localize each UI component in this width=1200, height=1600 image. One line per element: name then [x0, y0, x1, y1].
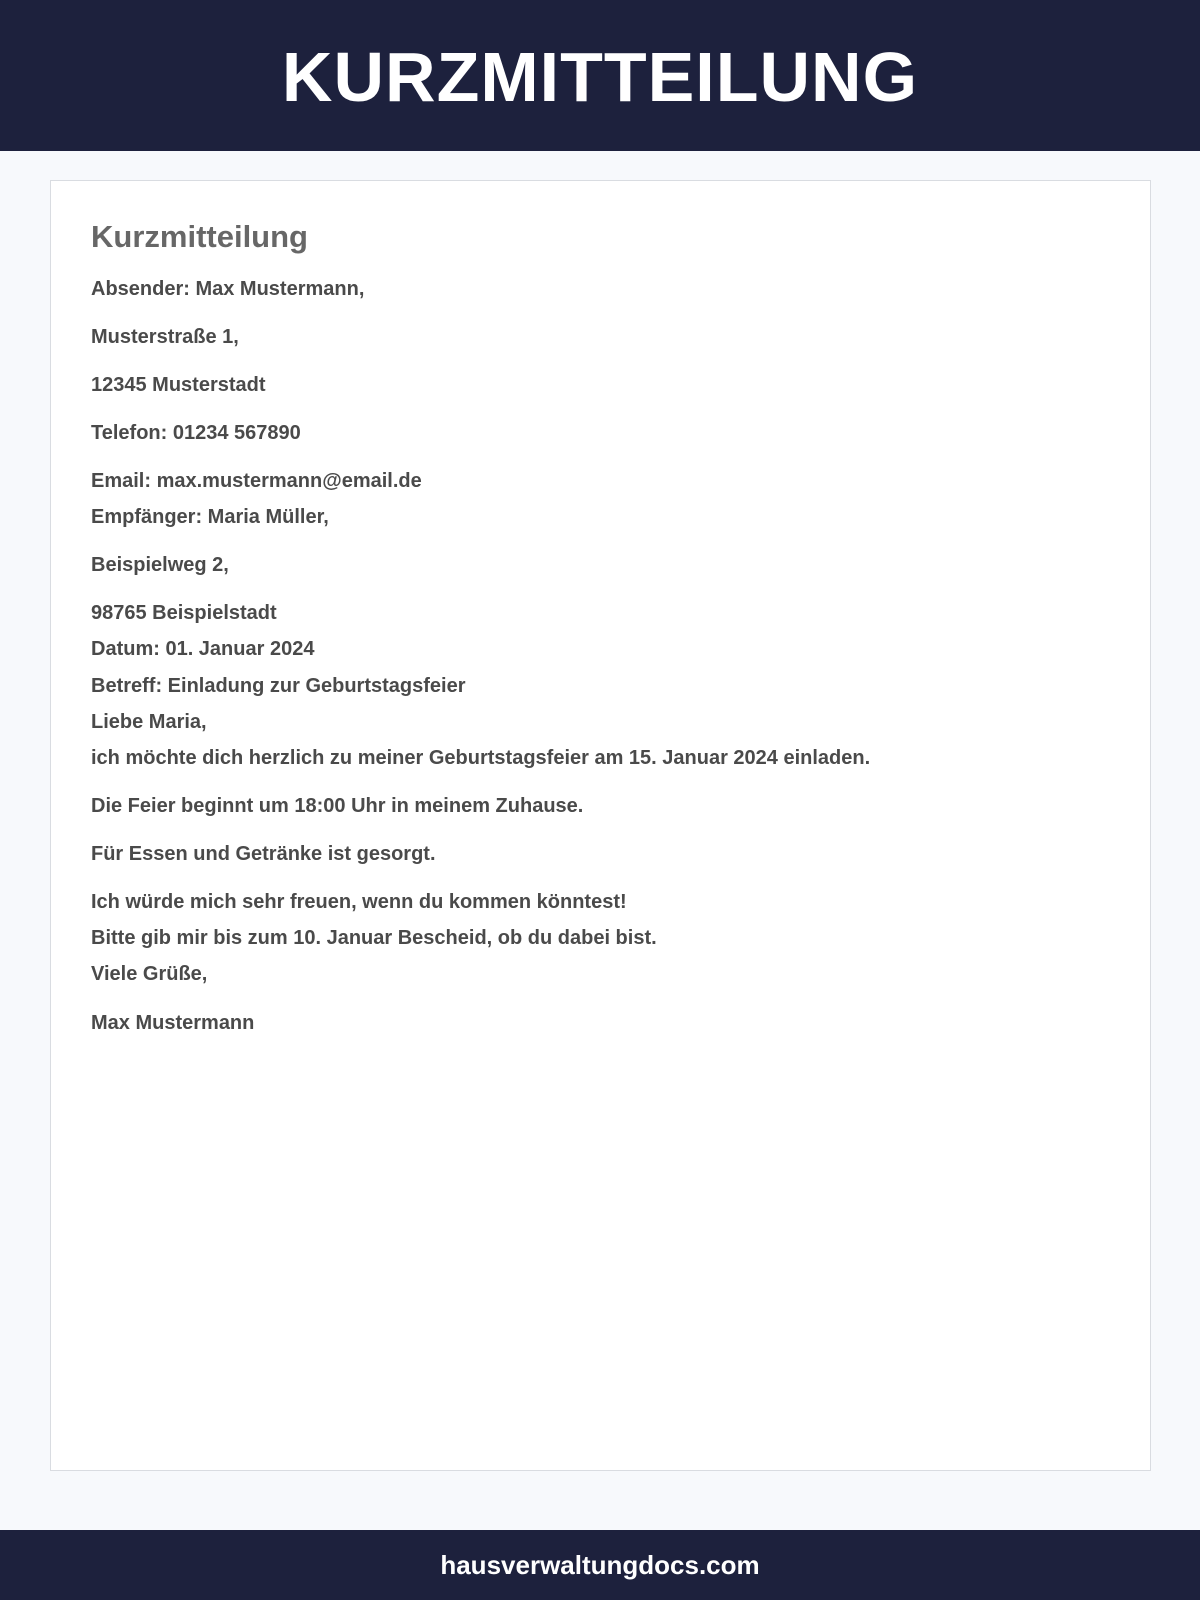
body-line-rsvp: Bitte gib mir bis zum 10. Januar Bescheid, ob du dabei bist.	[91, 927, 657, 949]
subject-line: Betreff: Einladung zur Geburtstagsfeier	[91, 675, 466, 697]
closing-line: Viele Grüße,	[91, 963, 208, 985]
body-line-invitation: ich möchte dich herzlich zu meiner Geburtstagsfeier am 15. Januar 2024 einladen.	[91, 747, 871, 769]
body-line-time: Die Feier beginnt um 18:00 Uhr in meinem Zuhause.	[91, 795, 584, 817]
recipient-name-line: Empfänger: Maria Müller,	[91, 506, 329, 528]
salutation-line: Liebe Maria,	[91, 711, 207, 733]
sender-email-line: Email: max.mustermann@email.de	[91, 470, 422, 492]
sender-phone-line: Telefon: 01234 567890	[91, 422, 301, 444]
body-line-hope: Ich würde mich sehr freuen, wenn du kommen könntest!	[91, 891, 627, 913]
recipient-city-line: 98765 Beispielstadt	[91, 602, 277, 624]
footer-bar	[0, 1530, 1200, 1600]
body-line-food: Für Essen und Getränke ist gesorgt.	[91, 843, 436, 865]
document-card	[50, 180, 1151, 1471]
document-heading: Kurzmitteilung	[91, 219, 308, 254]
recipient-street-line: Beispielweg 2,	[91, 554, 229, 576]
header-banner	[0, 0, 1200, 151]
page-title: KURZMITTEILUNG	[281, 37, 919, 116]
footer-website: hausverwaltungdocs.com	[440, 1549, 760, 1580]
sender-name-line: Absender: Max Mustermann,	[91, 278, 365, 300]
sender-street-line: Musterstraße 1,	[91, 326, 239, 348]
sender-city-line: 12345 Musterstadt	[91, 374, 266, 396]
date-line: Datum: 01. Januar 2024	[91, 638, 315, 660]
signature-line: Max Mustermann	[91, 1012, 255, 1034]
